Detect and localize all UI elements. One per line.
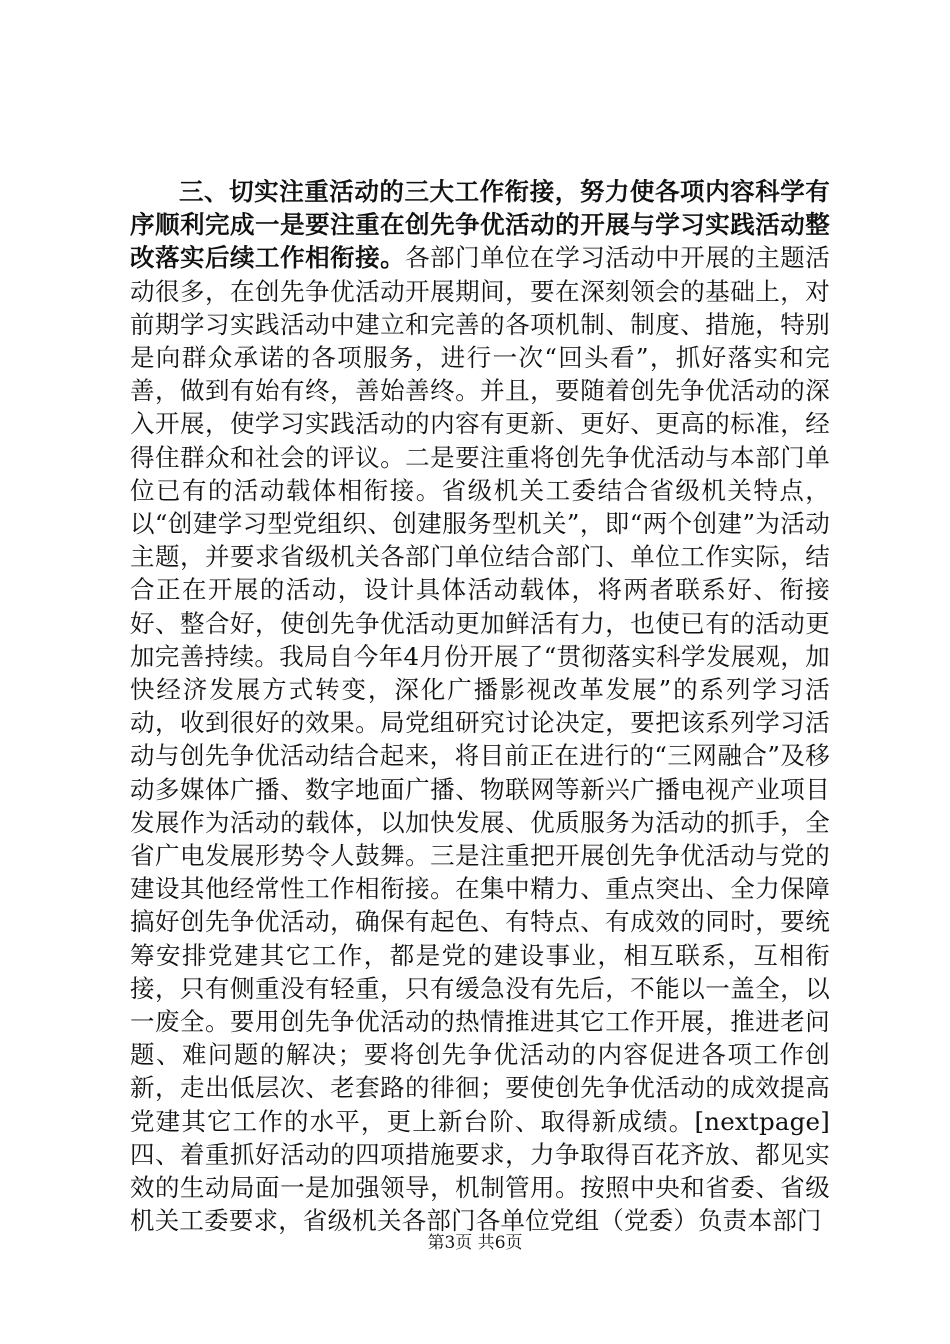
page-footer: 第3页 共6页 [427,1233,523,1253]
section-heading: 三、切实注重活动的三大工作衔接，努力使各项内容科学有序顺利完成一是要注重在创先争优活动的开展与学习实践活动整改落实后续工作相衔接。 [130,177,830,273]
paragraph-text: 各部门单位在学习活动中开展的主题活动很多，在创先争优活动开展期间，要在深刻领会的基础上，对前期学习实践活动中建立和完善的各项机制、制度、措施，特别是向群众承诺的各项服务，进行一次“回头看”，抓好落实和完善，做到有始有终，善始善终。并且，要随着创先争优活动的深入开展，使学习实践活动的内容有更新、更好、更高的标准，经得住群众和社会的评议。二是要注重将创先争优活动与本部门单位已有的活动载体相衔接。省级机关工委结合省级机关特点，以“创建学习型党组织、创建服务型机关”，即“两个创建”为活动主题，并要求省级机关各部门单位结合部门、单位工作实际，结合正在开展的活动，设计具体活动载体，将两者联系好、衔接好、整合好，使创先争优活动更加鲜活有力，也使已有的活动更加完善持续。我局自今年4月份开展了“贯彻落实科学发展观，加快经济发展方式转变，深化广播影视改革发展”的系列学习活动，收到很好的效果。局党组研究讨论决定，要把该系列学习活动与创先争优活动结合起来，将目前正在进行的“三网融合”及移动多媒体广播、数字地面广播、物联网等新兴广播电视产业项目发展作为活动的载体，以加快发展、优质服务为活动的抓手，全省广电发展形势令人鼓舞。三是注重把开展创先争优活动与党的建设其他经常性工作相衔接。在集中精力、重点突出、全力保障搞好创先争优活动，确保有起色、有特点、有成效的同时，要统筹安排党建其它工作，都是党的建设事业，相互联系，互相衔接，只有侧重没有轻重，只有缓急没有先后，不能以一盖全，以一废全。要用创先争优活动的热情推进其它工作开展，推进老问题、难问题的解决；要将创先争优活动的内容促进各项工作创新，走出低层次、老套路的徘徊；要使创先争优活动的成效提高党建其它工作的水平，更上新台阶、取得新成绩。[nextpage]四、着重抓好活动的四项措施要求，力争取得百花齐放、都见实效的生动局面一是加强领导，机制管用。按照中央和省委、省级机关工委要求，省级机关各部门各单位党组（党委）负责本部门 [130,243,830,1236]
body-text [130,175,830,1238]
paragraph [130,175,830,1238]
